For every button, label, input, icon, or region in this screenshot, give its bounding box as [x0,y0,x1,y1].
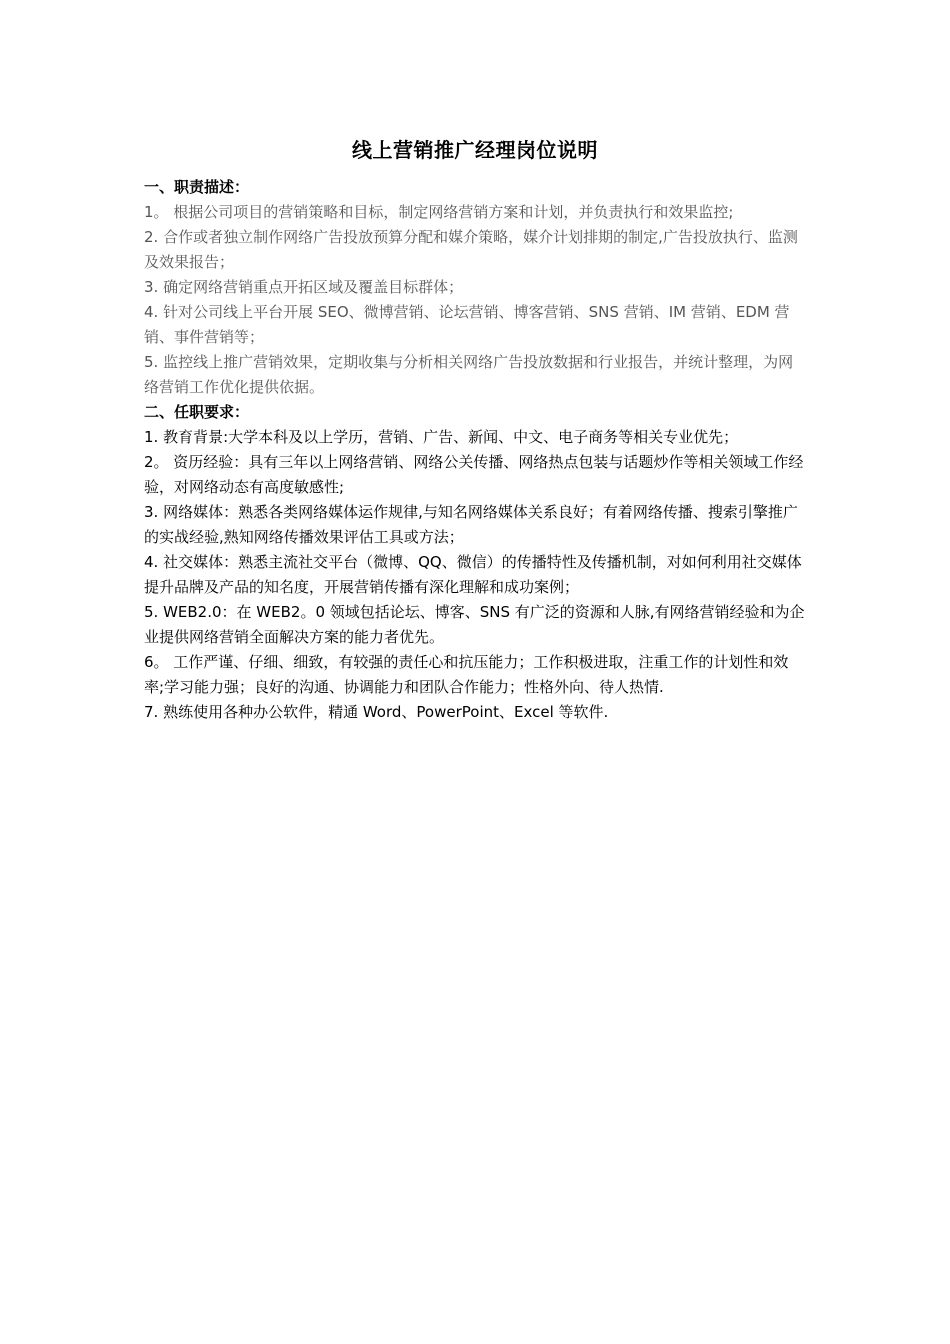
list-item: 7. 熟练使用各种办公软件，精通 Word、PowerPoint、Excel 等软件. [144,703,609,721]
duties-list [144,200,806,400]
list-item: 4. 针对公司线上平台开展 SEO、微博营销、论坛营销、博客营销、SNS 营销、IM 营销、EDM 营销、事件营销等； [144,303,790,346]
list-item: 1。 根据公司项目的营销策略和目标，制定网络营销方案和计划，并负责执行和效果监控; [144,203,734,221]
section-job-requirements [144,400,806,725]
list-item: 3. 网络媒体：熟悉各类网络媒体运作规律,与知名网络媒体关系良好；有着网络传播、搜索引擎推广的实战经验,熟知网络传播效果评估工具或方法； [144,503,798,546]
list-item: 2。 资历经验：具有三年以上网络营销、网络公关传播、网络热点包装与话题炒作等相关领域工作经验，对网络动态有高度敏感性; [144,453,804,496]
section-heading-duties: 一、职责描述： [144,178,250,196]
list-item: 2. 合作或者独立制作网络广告投放预算分配和媒介策略，媒介计划排期的制定,广告投放执行、监测及效果报告； [144,228,798,271]
list-item: 5. 监控线上推广营销效果，定期收集与分析相关网络广告投放数据和行业报告，并统计整理，为网络营销工作优化提供依据。 [144,353,794,396]
list-item: 6。 工作严谨、仔细、细致，有较强的责任心和抗压能力；工作积极进取，注重工作的计划性和效率;学习能力强；良好的沟通、协调能力和团队合作能力；性格外向、待人热情. [144,653,789,696]
document-body [144,175,806,725]
section-job-duties [144,175,806,400]
list-item: 4. 社交媒体：熟悉主流社交平台（微博、QQ、微信）的传播特性及传播机制，对如何利用社交媒体提升品牌及产品的知名度，开展营销传播有深化理解和成功案例； [144,553,802,596]
list-item: 5. WEB2.0：在 WEB2。0 领域包括论坛、博客、SNS 有广泛的资源和人脉,有网络营销经验和为企业提供网络营销全面解决方案的能力者优先。 [144,603,805,646]
list-item: 1. 教育背景:大学本科及以上学历，营销、广告、新闻、中文、电子商务等相关专业优先； [144,428,739,446]
section-heading-requirements: 二、任职要求： [144,403,250,421]
list-item: 3. 确定网络营销重点开拓区域及覆盖目标群体； [144,278,464,296]
document-title: 线上营销推广经理岗位说明 [352,138,598,162]
requirements-list [144,425,806,725]
